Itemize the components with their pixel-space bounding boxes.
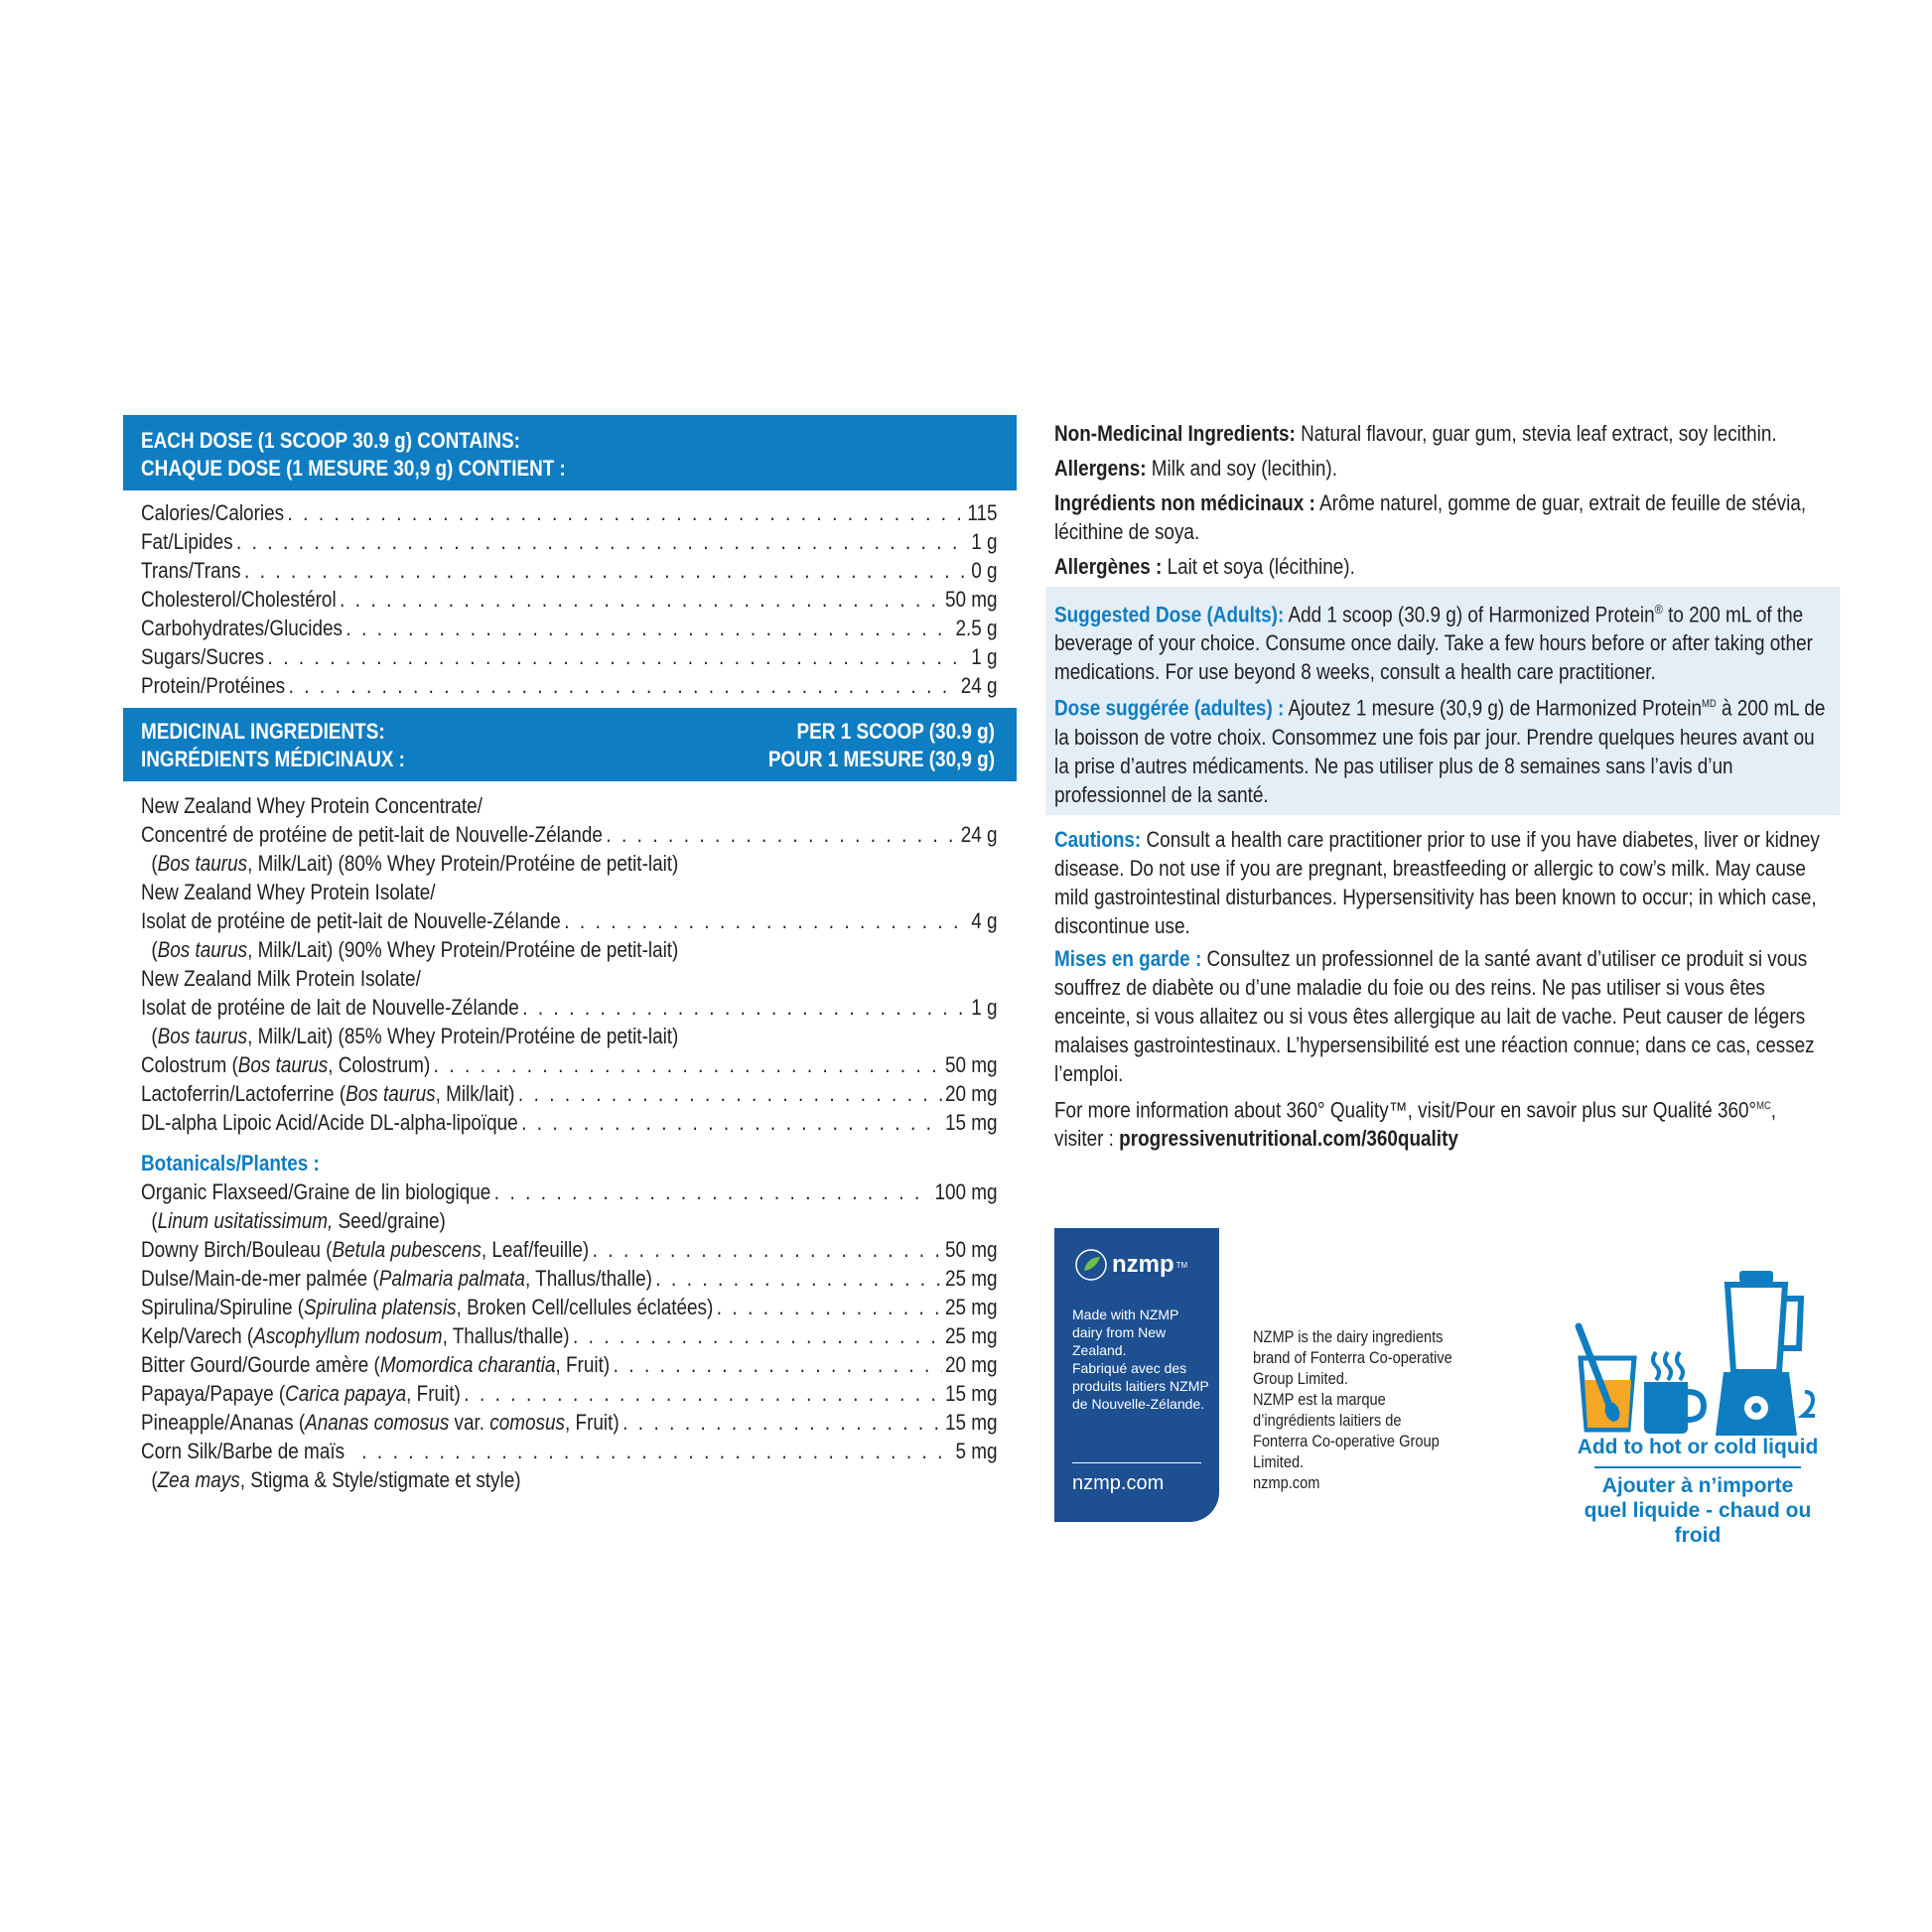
nzmp-note-site: nzmp.com bbox=[1253, 1473, 1320, 1492]
ingredient-note: (Bos taurus, Milk/Lait) (90% Whey Protein/Protéine de petit-lait) bbox=[151, 937, 679, 962]
nutrition-row: Calories/Calories . . . 115 bbox=[141, 498, 998, 527]
supplement-facts-panel bbox=[123, 415, 1017, 1494]
nutrition-row: Cholesterol/Cholestérol . . . 50 mg bbox=[141, 585, 998, 614]
non-medicinal-ingredients: Non-Medicinal Ingredients: Natural flavour, guar gum, stevia leaf extract, soy lecithin. bbox=[1054, 421, 1777, 446]
ingredient-note: (Bos taurus, Milk/Lait) (85% Whey Protein/Protéine de petit-lait) bbox=[151, 1024, 679, 1048]
nutrition-row: Trans/Trans . . . 0 g bbox=[141, 556, 998, 585]
nutrition-row: Carbohydrates/Glucides . . . 2.5 g bbox=[141, 614, 998, 642]
glass-icon bbox=[1579, 1326, 1634, 1430]
botanical-note: (Zea mays, Stigma & Style/stigmate et style) bbox=[151, 1467, 521, 1492]
nzmp-badge: nzmp TM Made with NZMP dairy from New Zealand. Fabriqué avec des produits laitiers NZMP de Nouvelle-Zélande. nzmp.com bbox=[1054, 1228, 1219, 1522]
nzmp-note bbox=[1253, 1326, 1461, 1493]
blender-icon bbox=[1716, 1271, 1815, 1436]
mug-icon bbox=[1644, 1352, 1704, 1434]
botanical-row: Dulse/Main-de-mer palmée (Palmaria palmata, Thallus/thalle) . . . 25 mg bbox=[141, 1264, 998, 1293]
medicinal-header bbox=[123, 708, 1017, 781]
ingredient-line: New Zealand Whey Protein Concentrate/ bbox=[141, 793, 483, 818]
allergens: Allergens: Milk and soy (lecithin). bbox=[1054, 456, 1337, 481]
nutrition-row: Sugars/Sucres . . . 1 g bbox=[141, 642, 998, 671]
nzmp-note-en: NZMP is the dairy ingredients brand of Fonterra Co-operative Group Limited. bbox=[1253, 1327, 1452, 1388]
ingredient-row: Lactoferrin/Lactoferrine (Bos taurus, Milk/lait) . . . 20 mg bbox=[141, 1079, 998, 1108]
botanical-row: Corn Silk/Barbe de maïs . . . 5 mg bbox=[141, 1437, 998, 1465]
botanical-row: Papaya/Papaye (Carica papaya, Fruit) . . . 15 mg bbox=[141, 1379, 998, 1408]
mises-en-garde: Mises en garde : Consultez un professionnel de la santé avant d’utiliser ce produit si vous souffrez de diabète ou d’une maladie du foie ou des reins. Ne pas utiliser si vous êtes enceinte, si vous allaitez ou si vous êtes allergique au lait de vache. Peut causer de légers malaises gastrointestinaux. L’hypersensibilité est une réaction connue; dans ce cas, cessez l’emploi. bbox=[1054, 945, 1815, 1086]
nutrition-header bbox=[123, 415, 1017, 490]
cautions: Cautions: Consult a health care practitioner prior to use if you have diabetes, liver or kidney disease. Do not use if you are pregnant, breastfeeding or allergic to cow’s milk. May cause mild gastrointestinal disturbances. Hypersensitivity has been known to occur; in which case, discontinue use. bbox=[1054, 826, 1820, 938]
ingredient-row: Isolat de protéine de petit-lait de Nouvelle-Zélande . . . 4 g bbox=[141, 906, 998, 935]
botanical-row: Downy Birch/Bouleau (Betula pubescens, Leaf/feuille) . . . 50 mg bbox=[141, 1235, 998, 1264]
suggested-dose: Suggested Dose (Adults): Add 1 scoop (30.9 g) of Harmonized Protein® to 200 mL of the beverage of your choice. Consume once daily. Take a few hours before or after taking other medications. For use beyond 8 weeks, consult a health care practitioner. bbox=[1054, 602, 1813, 685]
ingredient-row: Colostrum (Bos taurus, Colostrum) . . . 50 mg bbox=[141, 1050, 998, 1079]
per-scoop-en: PER 1 SCOOP (30.9 g) bbox=[796, 719, 995, 744]
botanical-row: Organic Flaxseed/Graine de lin biologique . . . 100 mg bbox=[141, 1177, 998, 1206]
nzmp-site[interactable]: nzmp.com bbox=[1072, 1472, 1165, 1494]
nutrition-header-en: EACH DOSE (1 SCOOP 30.9 g) CONTAINS: bbox=[141, 428, 520, 453]
liquid-instructions bbox=[1559, 1269, 1837, 1547]
ingredient-note: (Bos taurus, Milk/Lait) (80% Whey Protein/Protéine de petit-lait) bbox=[151, 851, 679, 876]
botanicals-heading: Botanicals/Plantes : bbox=[141, 1151, 320, 1175]
ingredient-line: New Zealand Milk Protein Isolate/ bbox=[141, 966, 421, 991]
nutrition-row: Protein/Protéines . . . 24 g bbox=[141, 671, 998, 700]
ingredient-line: New Zealand Whey Protein Isolate/ bbox=[141, 880, 436, 904]
per-scoop-fr: POUR 1 MESURE (30,9 g) bbox=[767, 747, 995, 771]
ingredient-row: Concentré de protéine de petit-lait de Nouvelle-Zélande . . . 24 g bbox=[141, 820, 998, 849]
dose-suggeree: Dose suggérée (adultes) : Ajoutez 1 mesure (30,9 g) de Harmonized Protein$^{MD}$ à 200 mL de la boisson de votre choix. Consommez une fois par jour. Prendre quelques heures avant ou la prise d’autres médicaments. Ne pas utiliser plus de 8 semaines sans l’avis d’un professionnel de la santé. bbox=[1054, 695, 1826, 807]
botanical-note: (Linum usitatissimum, Seed/graine) bbox=[151, 1208, 446, 1233]
botanical-row: Pineapple/Ananas (Ananas comosus var. comosus, Fruit) . . . 15 mg bbox=[141, 1408, 998, 1437]
nzmp-logo-text: nzmp bbox=[1112, 1251, 1174, 1278]
liquid-label-fr: Ajouter à n’importe quel liquide - chaud ou froid bbox=[1584, 1474, 1812, 1547]
suggested-dose-box bbox=[1045, 587, 1840, 815]
allergenes: Allergènes : Lait et soya (lécithine). bbox=[1054, 554, 1355, 579]
ingredients-non-medicinaux: Ingrédients non médicinaux : Arôme naturel, gomme de guar, extrait de feuille de stévia, lécithine de soya. bbox=[1054, 490, 1807, 544]
quality-link[interactable]: progressivenutritional.com/360quality bbox=[1119, 1125, 1458, 1151]
liquid-label-en: Add to hot or cold liquid bbox=[1577, 1436, 1819, 1458]
beverage-icons bbox=[1559, 1269, 1837, 1443]
ingredient-row: Isolat de protéine de lait de Nouvelle-Zélande . . . 1 g bbox=[141, 993, 998, 1022]
botanical-row: Bitter Gourd/Gourde amère (Momordica charantia, Fruit) . . . 20 mg bbox=[141, 1350, 998, 1379]
nutrition-row: Fat/Lipides . . . 1 g bbox=[141, 527, 998, 556]
nzmp-made-en: Made with NZMP dairy from New Zealand. bbox=[1072, 1307, 1179, 1358]
nzmp-made-fr: Fabriqué avec des produits laitiers NZMP de Nouvelle-Zélande. bbox=[1072, 1360, 1209, 1412]
botanical-row: Kelp/Varech (Ascophyllum nodosum, Thallus/thalle) . . . 25 mg bbox=[141, 1321, 998, 1350]
directions-panel bbox=[1054, 419, 1829, 1153]
leaf-icon bbox=[1074, 1248, 1108, 1282]
ingredient-row: DL-alpha Lipoic Acid/Acide DL-alpha-lipoïque . . . 15 mg bbox=[141, 1108, 998, 1137]
nzmp-note-fr: NZMP est la marque d’ingrédients laitiers de Fonterra Co-operative Group Limited. bbox=[1253, 1390, 1440, 1471]
nutrition-header-fr: CHAQUE DOSE (1 MESURE 30,9 g) CONTIENT : bbox=[141, 456, 566, 481]
medicinal-header-fr: INGRÉDIENTS MÉDICINAUX : bbox=[141, 747, 405, 771]
medicinal-header-en: MEDICINAL INGREDIENTS: bbox=[141, 719, 385, 744]
quality-info: For more information about 360° Quality™, visit/Pour en savoir plus sur Qualité 360°$^{MC}$, visiter : progressivenutritional.com/360quality bbox=[1054, 1096, 1777, 1151]
botanical-row: Spirulina/Spiruline (Spirulina platensis, Broken Cell/cellules éclatées) . . . 25 mg bbox=[141, 1293, 998, 1321]
